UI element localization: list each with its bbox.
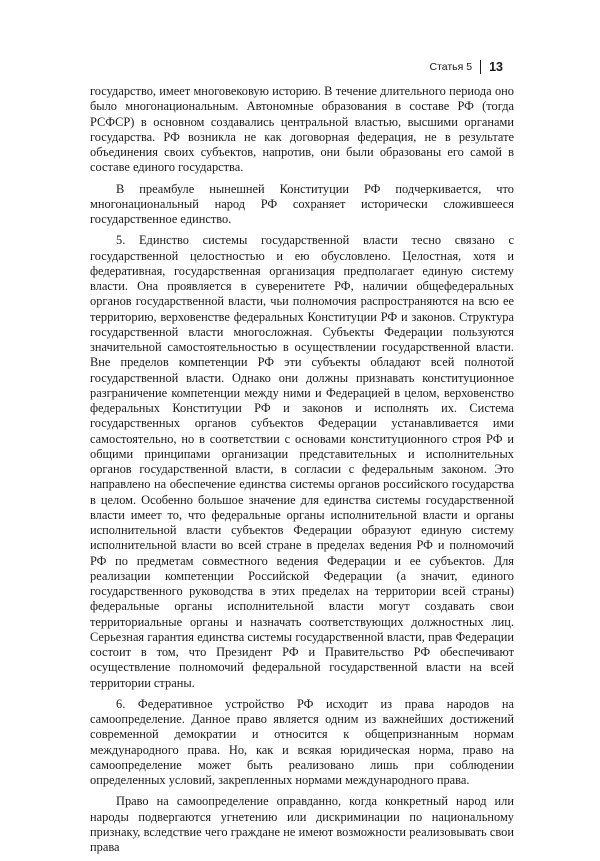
header-divider	[480, 60, 481, 74]
page-body	[90, 84, 514, 861]
paragraph-continuation: государство, имеет многовековую историю. В течение длительного периода оно было многонациональным. Автономные образования в составе РФ (тогда РСФСР) в основном создавались центральной властью, высшими органами государства. РФ возникла не как договорная федерация, не в результате объединения своих субъектов, напротив, они были образованы его самой в составе единого государства.	[90, 84, 514, 175]
running-header	[429, 57, 503, 77]
paragraph-item-5: 5. Единство системы государственной власти тесно связано с государственной целостностью и ею обусловлено. Целостная, хотя и федеративная, государственная организация предполагает единую систему власти. Она проявляется в суверенитете РФ, наличии общефедеральных органов государственной власти, чьи полномочия распространяются на всю ее территорию, верховенстве федеральных Конституции РФ и законов. Структура государственной власти многосложная. Субъекты Федерации пользуются значительной самостоятельностью в осуществлении государственной власти. Вне пределов компетенции РФ эти субъекты обладают всей полнотой государственной власти. Однако они должны признавать конституционное разграничение компетенции между ними и Федерацией в целом, верховенство федеральных Конституции РФ и законов и исполнять их. Система государственных органов субъектов Федерации устанавливается ими самостоятельно, но в соответствии с основами конституционного строя РФ и общими принципами организации представительных и исполнительных органов государственной власти, в согласии с федеральным законом. Это направлено на обеспечение единства системы органов российского государства в целом. Особенно большое значение для единства системы государственной власти имеет то, что федеральные органы исполнительной власти и органы исполнительной власти субъектов Федерации образуют единую систему исполнительной власти во всей стране в пределах ведения РФ и полномочий РФ по предметам совместного ведения Федерации и ее субъектов. Для реализации компетенции Российской Федерации (а значит, единого государственного руководства в этих пределах на территории всей страны) федеральные органы исполнительной власти могут создавать свои территориальные органы и назначать соответствующих должностных лиц. Серьезная гарантия единства системы государственной власти, прав Федерации состоит в том, что Президент РФ и Правительство РФ обеспечивают осуществление полномочий федеральной государственной власти на всей территории страны.	[90, 233, 514, 690]
section-label: Статья 5	[429, 61, 473, 73]
page-number: 13	[489, 60, 503, 74]
paragraph-preamble: В преамбуле нынешней Конституции РФ подчеркивается, что многонациональный народ РФ сохраняет исторически сложившееся государственное единство.	[90, 181, 514, 226]
paragraph-self-determination: Право на самоопределение оправданно, когда конкретный народ или народы подвергаются угнетению или дискриминации по национальному признаку, вследствие чего граждане не имеют возможности реализовывать свои права	[90, 794, 514, 854]
paragraph-item-6: 6. Федеративное устройство РФ исходит из права народов на самоопределение. Данное право является одним из важнейших достижений современной демократии и относится к общепризнанным нормам международного права. Но, как и всякая юридическая норма, право на самоопределение может быть реализовано лишь при соблюдении определенных условий, закрепленных нормами международного права.	[90, 696, 514, 787]
